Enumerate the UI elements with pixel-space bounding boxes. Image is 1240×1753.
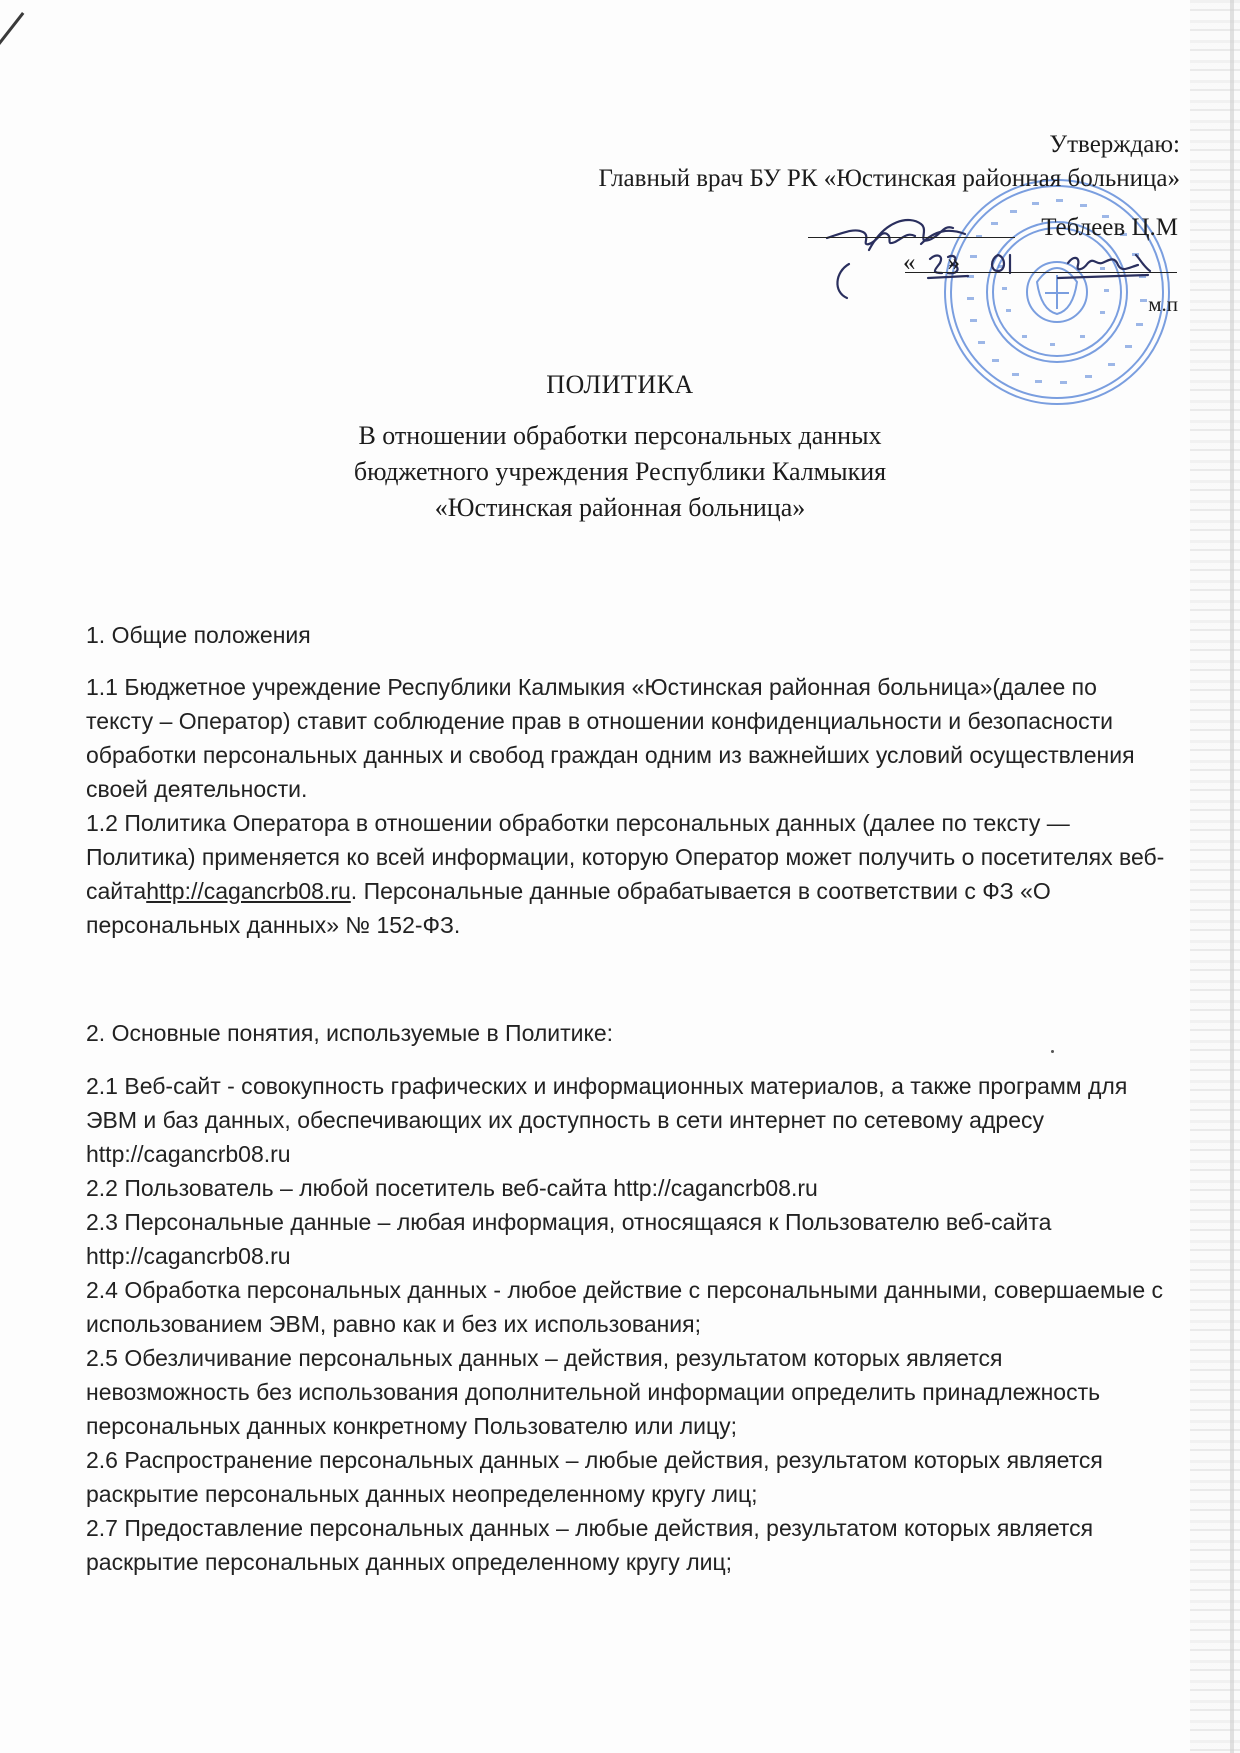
approval-heading: Утверждаю:: [1049, 131, 1180, 158]
date-quote-open: «: [903, 249, 916, 276]
section-2-body: [86, 1069, 1168, 1579]
signature-line: [808, 237, 1015, 238]
approver-name: Теблеев Ц.М: [1041, 214, 1178, 241]
scan-edge-line: [1230, 0, 1234, 1753]
paragraph-1-1: 1.1 Бюджетное учреждение Республики Калмыкия «Юстинская районная больница»(далее по тексту – Оператор) ставит соблюдение прав в отношении конфиденциальности и безопасности обработки персональных данных и свобод граждан одним из важнейших условий осуществления своей деятельности.: [86, 674, 1135, 802]
definition-item: 2.1 Веб-сайт - совокупность графических и информационных материалов, а также программ для ЭВМ и баз данных, обеспечивающих их доступность в сети интернет по сетевому адресу http://cagancrb08.ru: [86, 1073, 1128, 1167]
definition-item: 2.3 Персональные данные – любая информация, относящаяся к Пользователю веб-сайта http://cagancrb08.ru: [86, 1209, 1052, 1269]
definition-item: 2.4 Обработка персональных данных - любое действие с персональными данными, совершаемые с использованием ЭВМ, равно как и без их использования;: [86, 1277, 1164, 1337]
scan-speck: [1051, 1050, 1054, 1053]
website-link[interactable]: http://cagancrb08.ru: [146, 878, 351, 904]
definition-item: 2.2 Пользователь – любой посетитель веб-сайта http://cagancrb08.ru: [86, 1175, 818, 1201]
subtitle-line-3: «Юстинская районная больница»: [434, 493, 806, 522]
document-title: ПОЛИТИКА: [546, 370, 694, 399]
definition-item: 2.7 Предоставление персональных данных – любые действия, результатом которых является раскрытие персональных данных определенному кругу лиц;: [86, 1515, 1094, 1575]
definition-item: 2.6 Распространение персональных данных – любые действия, результатом которых является раскрытие персональных данных неопределенному кругу лиц;: [86, 1447, 1103, 1507]
date-quote-close: »: [947, 249, 960, 276]
pen-mark: [0, 12, 24, 69]
paragraph-1-2-tail: . Персональные данные обрабатывается в соответствии с ФЗ «О персональных данных» № 152-ФЗ.: [86, 878, 1051, 938]
paragraph-1-2: [86, 806, 1168, 942]
section-1-heading: 1. Общие положения: [86, 622, 311, 648]
paragraph-1-2-text: 1.2 Политика Оператора в отношении обработки персональных данных (далее по тексту — Политика) применяется ко всей информации, которую Оператор может получить о посетителях веб-сайта: [86, 810, 1165, 904]
stamp-place-label: м.п: [1148, 292, 1178, 316]
subtitle-line-1: В отношении обработки персональных данных: [358, 421, 882, 450]
approver-position: Главный врач БУ РК «Юстинская районная больница»: [598, 165, 1180, 192]
section-2-heading: 2. Основные понятия, используемые в Политике:: [86, 1020, 614, 1046]
definition-item: 2.5 Обезличивание персональных данных – действия, результатом которых является невозможность без использования дополнительной информации определить принадлежность персональных данных конкретному Пользователю или лицу;: [86, 1345, 1101, 1439]
document-subtitle: [0, 418, 1240, 526]
date-line: [905, 272, 1177, 273]
approval-block: [599, 128, 1181, 196]
section-1-body: [86, 670, 1168, 942]
subtitle-line-2: бюджетного учреждения Республики Калмыкия: [353, 457, 887, 486]
